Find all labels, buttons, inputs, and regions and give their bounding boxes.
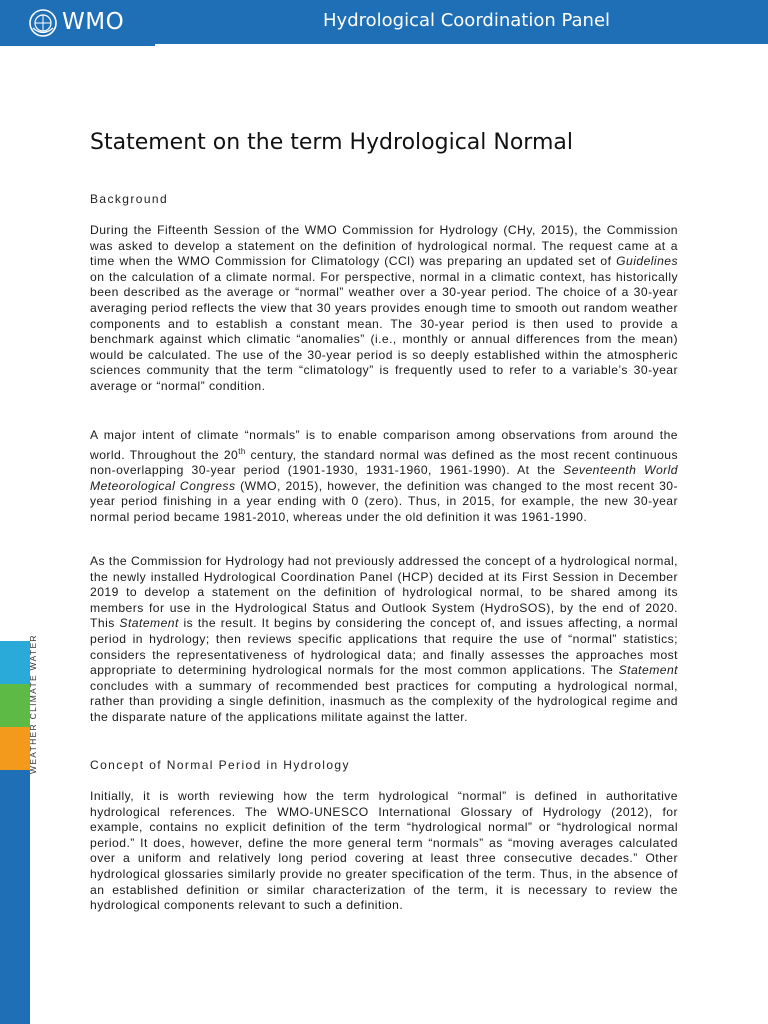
stripe-weather [0,641,30,684]
paragraph-1 [90,223,678,395]
p1-text-b: on the calculation of a climate normal. For perspective, normal in a climatic context, has historically been described as the average or “normal” weather over a 30-year period. The choice of a 30-year averaging period reflects the view that 30 years provides enough time to smooth out random weather components and to establish a constant mean. The 30-year period is then used to provide a benchmark against which climatic “anomalies” (i.e., monthly or annual differences from the mean) would be calculated. The use of the 30-year period is so deeply established within the atmospheric sciences community that the term “climatology” is frequently used to refer to a variable’s 30-year average or “normal” condition. [90,269,678,393]
p4-text: Initially, it is worth reviewing how the term hydrological “normal” is defined in authoritative hydrological references. The WMO-UNESCO International Glossary of Hydrology (2012), for example, contains no explicit definition of the term “hydrological normal” or “hydrological normal period.” It does, however, define the more general term “normals” as “moving averages calculated over a uniform and relatively long period covering at least three consecutive decades.” Other hydrological glossaries similarly provide no greater specification of the term. Thus, in the absence of an established definition or similar characterization of the term, it is necessary to review the hydrological components relevant to such a definition. [90,789,678,913]
stripe-base [0,770,30,1024]
logo-text: WMO [62,9,125,35]
p2-text-c: (WMO, 2015), however, the definition was changed to the most recent 30-year period finishing in a year ending with 0 (zero). Thus, in 2015, for example, the new 30-year normal period became 1981-2010, whereas under the old definition it was 1961-1990. [90,478,678,525]
p2-text-b: century, the standard normal was defined as the most recent continuous non-overlapping 30-year period (1901-1930, 1931-1960, 1961-1990). At the [90,447,678,478]
p3-text-a: As the Commission for Hydrology had not previously addressed the concept of a hydrological normal, the newly installed Hydrological Coordination Panel (HCP) decided at its First Session in December 2019 to develop a statement on the definition of hydrological normal, to be shared among its members for use in the Hydrological Status and Outlook System (HydroSOS), by the end of 2020. This [90,554,679,631]
paragraph-2 [90,428,678,526]
p2-text-a: A major intent of climate “normals” is to enable comparison among observations from around the world. Throughout the 20 [90,428,678,462]
paragraph-4 [90,789,678,914]
header-divider [0,44,155,46]
document-title: Statement on the term Hydrological Normal [90,130,573,155]
p1-text-a: During the Fifteenth Session of the WMO Commission for Hydrology (CHy, 2015), the Commission was asked to develop a statement on the definition of hydrological normal. The request came at a time when the WMO Commission for Climatology (CCl) was preparing an updated set of [90,223,678,269]
header-bar [0,0,768,44]
section-heading-concept: Concept of Normal Period in Hydrology [90,758,350,772]
paragraph-3 [90,554,678,726]
p2-superscript: th [238,446,246,456]
un-emblem-icon [28,8,58,38]
p3-text-c: concludes with a summary of recommended best practices for computing a hydrological normal, rather than providing a single definition, inasmuch as the complexity of the hydrological regime and the disparate nature of the applications militate against the latter. [90,678,678,724]
p1-guidelines: Guidelines [616,254,678,269]
tagline-vertical: WEATHER CLIMATE WATER [28,634,38,774]
wmo-logo[interactable] [0,0,155,44]
stripe-water [0,727,30,770]
p2-congress: Seventeenth World Meteorological Congress [90,463,678,493]
p3-statement-1: Statement [119,616,179,631]
stripe-climate [0,684,30,727]
p3-statement-2: Statement [618,663,678,678]
header-title: Hydrological Coordination Panel [323,10,611,31]
p3-text-b: is the result. It begins by considering the concept of, and issues affecting, a normal period in hydrology; then reviews specific applications that require the use of “normal” statistics; considers the representativeness of hydrological data; and finally assesses the approaches most appropriate to determining hydrological normals for the most common applications. The [90,616,678,678]
section-heading-background: Background [90,192,169,206]
